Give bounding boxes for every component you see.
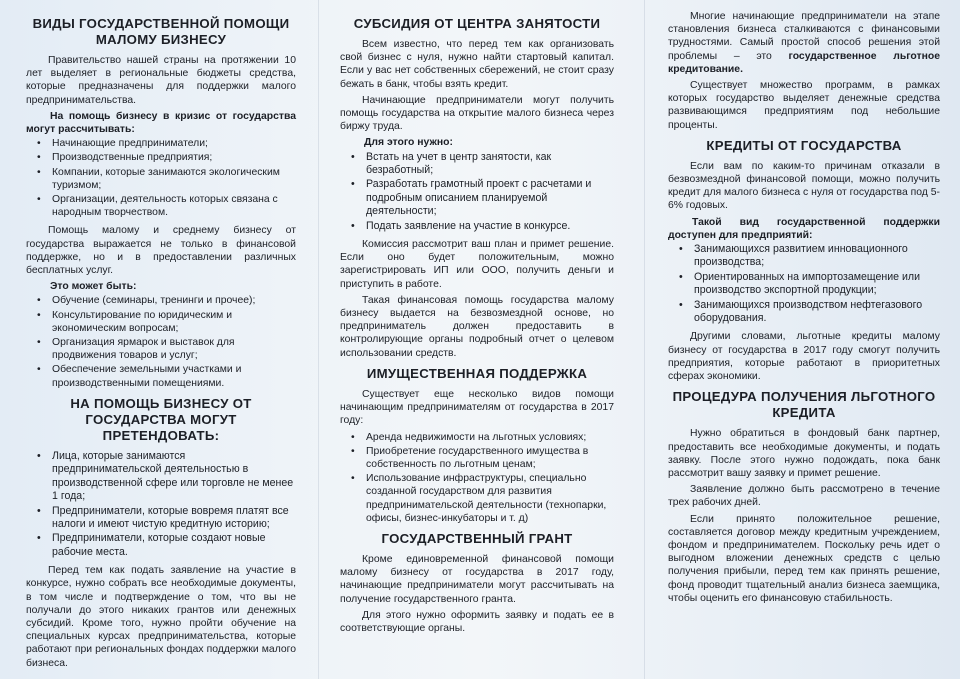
paragraph: Заявление должно быть рассмотрено в течение трех рабочих дней. [668,484,940,509]
bullet-list-enterprises [668,243,940,325]
list-item: • Ориентированных на импортозамещение или производство экспортной продукции; [694,271,940,298]
column-1 [26,10,296,673]
list-item: • Обеспечение земельными участками и производственными помещениями. [52,363,296,389]
list-item: • Разработать грамотный проект с расчетами и подробным описанием планируемой деятельности; [366,178,614,218]
paragraph: Комиссия рассмотрит ваш план и примет решение. Если оно будет положительным, можно зарегистрировать ИП или ООО, получить деньги и приступить в работе. [340,239,614,290]
list-item: • Занимающихся развитием инновационного производства; [694,243,940,270]
paragraph: Такая финансовая помощь государства малому бизнесу выдается на безвозмездной основе, но предприниматель должен предоставить в контролирующие органы подробный отчет о целевом использовании средств. [340,294,614,359]
paragraph: Для этого нужно оформить заявку и подать ее в соответствующие органы. [340,609,614,634]
heading-loan-procedure: ПРОЦЕДУРА ПОЛУЧЕНИЯ ЛЬГОТНОГО КРЕДИТА [672,389,936,421]
list-item: • Встать на учет в центр занятости, как безработный; [366,151,614,178]
paragraph: Существует еще несколько видов помощи начинающим предпринимателям от государства в 2017 году: [340,388,614,427]
paragraph: Правительство нашей страны на протяжении 10 лет выделяет в региональные бюджеты средства, которые предназначены для поддержки малого предпринимательства. [26,55,296,106]
list-item: • Компании, которые занимаются экологическим туризмом; [52,166,296,192]
paragraph: Нужно обратиться в фондовый банк партнер, предоставить все необходимые документы, и подать заявку. После этого нужно подождать, пока банк рассмотрит вашу заявку и примет решение. [668,428,940,479]
list-item: • Приобретение государственного имущества в собственность по льготным ценам; [366,445,614,471]
bullet-list-steps [340,151,614,233]
paragraph: Перед тем как подать заявление на участие в конкурсе, нужно собрать все необходимые документы, в том числе и подтверждение о том, что вы не получали до этого никаких грантов или денежных субсидий. Кроме того, нужно пройти обучение на специальных курсах предпринимательства, которые работают при региональных фондах поддержки малого бизнеса. [26,565,296,669]
heading-state-loans: КРЕДИТЫ ОТ ГОСУДАРСТВА [706,137,902,153]
list-item: • Обучение (семинары, тренинги и прочее); [52,294,296,307]
list-item: • Использование инфраструктуры, специально созданной государством для развития предпринимательской деятельности (технопарки, офисы, бизнес-инкубаторы и т. д) [366,472,614,525]
paragraph: Всем известно, что перед тем как организовать свой бизнес с нуля, нужно найти стартовый капитал. Если у вас нет собственных сбережений, не стоит сразу бежать в банк, чтобы взять кредит. [340,39,614,90]
lead-text: Такой вид государственной поддержки доступен для предприятий: [668,216,940,241]
bullet-list-eligible [26,450,296,559]
heading-eligible: НА ПОМОЩЬ БИЗНЕСУ ОТ ГОСУДАРСТВА МОГУТ ПРЕТЕНДОВАТЬ: [70,395,252,443]
bullet-list-property [340,431,614,525]
column-2 [340,10,614,638]
list-item: • Лица, которые занимаются предпринимательской деятельностью в производственной сфере или торговле не менее 1 года; [52,450,296,504]
list-item: • Аренда недвижимости на льготных условиях; [366,431,614,444]
heading-state-grant: ГОСУДАРСТВЕННЫЙ ГРАНТ [381,530,573,546]
lead-text: Это может быть: [50,281,137,293]
paragraph: Кроме единовременной финансовой помощи малому бизнесу от государства в 2017 году, начинающие предприниматели могут рассчитывать на получение государственного гранта. [340,553,614,605]
paragraph: Если принято положительное решение, составляется договор между кредитным учреждением, фондом и предпринимателем. Поскольку речь идет о выгодном вложении денежных средств с целью получения прибыли, перед тем как принять решение, фонд проводит тщательный анализ бизнеса заемщика, чтобы оценить его финансовую стабильность. [668,513,940,604]
fold-line-left [318,0,319,679]
emphasis-text: государственное льготное кредитование. [668,50,940,75]
fold-line-right [644,0,645,679]
list-item: • Организация ярмарок и выставок для продвижения товаров и услуг; [52,336,296,362]
list-item: • Предприниматели, которые создают новые рабочие места. [52,532,296,559]
list-item: • Подать заявление на участие в конкурсе. [366,220,614,233]
list-item: • Консультирование по юридическим и экономическим вопросам; [52,309,296,335]
paragraph-text: Многие начинающие предприниматели на этапе становления бизнеса сталкиваются с финансовыми трудностями. Самый простой способ решения этой проблемы – это [668,11,940,62]
lead-text: Для этого нужно: [364,137,453,149]
bullet-list-services [26,294,296,389]
paragraph [668,10,940,76]
list-item: • Занимающихся производством нефтегазового оборудования. [694,299,940,326]
paragraph: Существует множество программ, в рамках которых государство выделяет денежные средства развивающимся предприятиям под небольшие проценты. [668,80,940,131]
heading-types-of-aid: ВИДЫ ГОСУДАРСТВЕННОЙ ПОМОЩИ МАЛОМУ БИЗНЕСУ [32,16,290,47]
list-item: • Производственные предприятия; [52,151,296,164]
bullet-list-recipients [26,137,296,219]
heading-property-support: ИМУЩЕСТВЕННАЯ ПОДДЕРЖКА [366,365,588,381]
paragraph: Если вам по каким-то причинам отказали в безвозмездной финансовой помощи, можно получить кредит для малого бизнеса с нуля от государства под 5-6% годовых. [668,160,940,212]
list-item: • Организации, деятельность которых связана с народным творчеством. [52,193,296,219]
paragraph: Помощь малому и среднему бизнесу от государства выражается не только в финансовой поддержке, но и в предоставлении различных бесплатных услуг. [26,225,296,277]
paragraph: Начинающие предприниматели могут получить помощь государства на открытие малого бизнеса через биржу труда. [340,94,614,133]
paragraph: Другими словами, льготные кредиты малому бизнесу от государства в 2017 году смогут получить предприятия, которые работают в приоритетных сферах экономики. [668,331,940,383]
list-item: • Предприниматели, которые вовремя платят все налоги и имеют чистую кредитную историю; [52,505,296,532]
lead-text: На помощь бизнесу в кризис от государства могут рассчитывать: [26,110,296,136]
column-3 [668,10,940,608]
list-item: • Начинающие предприниматели; [52,137,296,150]
heading-employment-subsidy: СУБСИДИЯ ОТ ЦЕНТРА ЗАНЯТОСТИ [353,16,601,31]
